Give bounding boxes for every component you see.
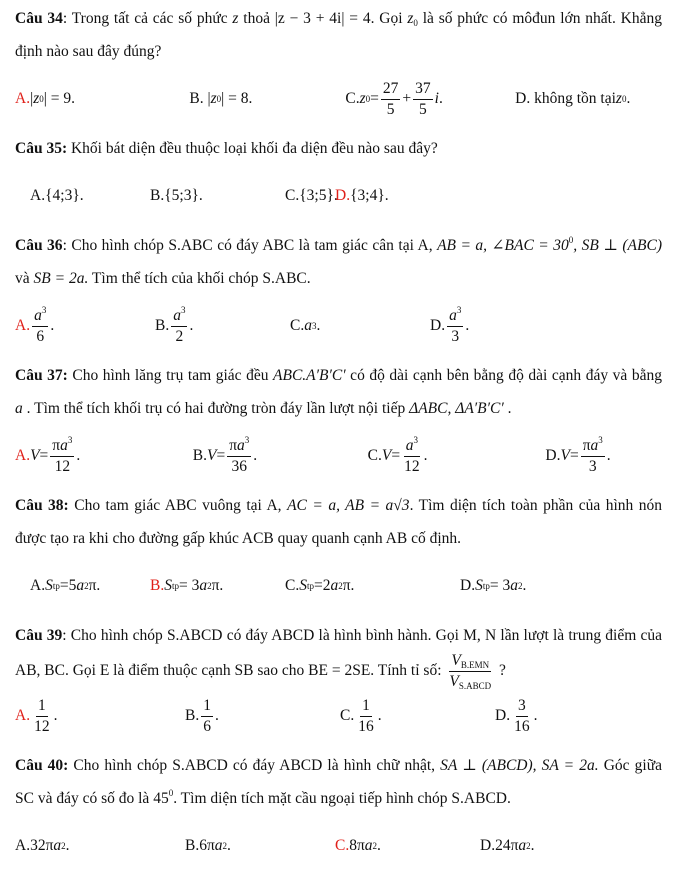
text: π. <box>88 577 101 594</box>
text: B.{5;3}. <box>150 187 203 204</box>
text: D. <box>430 317 446 334</box>
math-italic: a <box>364 837 373 854</box>
text: . <box>76 447 81 464</box>
fraction <box>171 304 187 346</box>
text: D. <box>460 577 476 594</box>
math-italic: V <box>560 447 570 464</box>
math-italic: V <box>449 672 459 690</box>
text: là số phức có môđun lớn nhất. Khẳng <box>417 10 662 27</box>
text: . Gọi <box>370 10 408 27</box>
fraction-denominator <box>173 327 185 346</box>
math-italic: a <box>199 577 208 594</box>
question-40 <box>15 749 662 871</box>
answer-option-A[interactable]: A.32π a 2 . <box>15 837 70 854</box>
answer-option-C[interactable]: C. 8π a 2 . <box>335 837 381 854</box>
fraction-denominator <box>587 457 599 476</box>
text: thoả <box>238 10 275 27</box>
question-stem-line <box>15 522 662 555</box>
answer-option-D[interactable] <box>430 304 530 346</box>
math-italic: V <box>30 447 40 464</box>
answer-option-C[interactable] <box>367 434 546 476</box>
math-italic: a <box>510 577 518 594</box>
correct-answer-letter: A. <box>15 90 31 107</box>
math-italic: ΔABC, ΔA′B′C′ <box>409 400 504 417</box>
text: A.{4;3}. <box>30 187 84 204</box>
text: 8π <box>349 837 365 854</box>
question-number: Câu 37: <box>15 367 68 384</box>
text: A.32π <box>15 837 54 854</box>
math-italic: a <box>590 436 599 454</box>
math-italic: a <box>330 577 339 594</box>
text: . <box>377 837 381 854</box>
math-italic: AC = a, AB = a√3 <box>287 497 410 514</box>
fraction <box>413 80 433 119</box>
answer-option-B[interactable] <box>192 434 368 476</box>
text: . Tìm diện tích mặt cầu ngoại tiếp hình chóp S.ABCD. <box>173 790 511 807</box>
text: : Cho hình chóp S.ABC có đáy ABC là tam giác cân tại A, <box>62 237 438 254</box>
fraction-numerator <box>413 80 433 100</box>
answer-options <box>15 301 662 351</box>
text: . <box>626 90 631 107</box>
fraction-numerator <box>581 434 605 457</box>
question-stem-line <box>15 262 662 295</box>
superscript: 3 <box>598 434 603 445</box>
text: Tìm thể tích của khối chóp S.ABC. <box>88 270 311 287</box>
text: 12 <box>404 457 420 475</box>
answer-option-D[interactable] <box>335 187 455 205</box>
math-italic: , SB ⊥ (ABC) <box>573 237 662 254</box>
answer-option-A[interactable] <box>30 187 150 205</box>
text: . <box>606 447 611 464</box>
question-number: Câu 40: <box>15 757 69 774</box>
math-italic: a <box>173 306 181 324</box>
text: . <box>423 447 428 464</box>
text: 12 <box>54 457 71 475</box>
fraction <box>402 434 422 476</box>
question-39 <box>15 619 662 741</box>
answer-option-A[interactable] <box>15 434 193 476</box>
answer-option-B[interactable]: B. S tp = 3 a 2 π. <box>150 577 224 594</box>
answer-option-B[interactable] <box>185 697 340 736</box>
fraction-numerator <box>360 697 372 717</box>
text: =2 <box>313 577 331 594</box>
text: và <box>15 270 34 287</box>
answer-option-D[interactable] <box>545 434 662 476</box>
text: B. <box>185 707 200 724</box>
fraction <box>32 697 52 736</box>
text: C. <box>285 577 300 594</box>
fraction-denominator <box>402 457 422 476</box>
answer-options <box>15 691 662 741</box>
math-italic: a <box>518 837 527 854</box>
text: C. <box>290 317 305 334</box>
text: . Tìm diện tích toàn phần của hình nón <box>409 497 662 514</box>
answer-option-B[interactable] <box>155 304 290 346</box>
fraction-denominator <box>447 672 493 691</box>
question-number: Câu 34 <box>15 10 63 27</box>
text: = 3 <box>489 577 511 594</box>
text: 6 <box>36 327 45 345</box>
question-37 <box>15 359 662 481</box>
answer-option-C[interactable]: C. S tp =2 a 2 π. <box>285 577 355 594</box>
answer-option-A[interactable] <box>15 304 155 346</box>
text: 27 <box>382 79 399 97</box>
math-italic: z <box>615 90 622 107</box>
question-stem-line <box>15 359 662 392</box>
fraction <box>447 652 493 691</box>
answer-option-D[interactable]: D.24π a 2 . <box>480 837 535 854</box>
question-35 <box>15 132 662 221</box>
text: . Tìm thể tích khối trụ có hai đường tròn đáy lần lượt nội tiếp <box>22 400 410 417</box>
math-italic: ABC.A′B′C′ <box>273 367 346 384</box>
question-stem-line <box>15 229 662 262</box>
superscript: 3 <box>41 304 47 315</box>
text: D. <box>545 447 561 464</box>
fraction-numerator <box>516 697 528 717</box>
text: | <box>30 90 34 107</box>
fraction-denominator <box>385 100 397 119</box>
math-italic: a <box>60 436 68 454</box>
text: = 3 <box>178 577 200 594</box>
text: Khối bát diện đều thuộc loại khối đa diện đều nào sau đây? <box>67 140 438 157</box>
math-italic: S <box>45 577 53 594</box>
answer-option-A[interactable]: A. S tp =5 a 2 π. <box>30 577 101 594</box>
math-italic: AB = a, ∠BAC = 30 <box>437 237 569 254</box>
text: π <box>582 436 591 454</box>
text: D.24π <box>480 837 519 854</box>
text: 5 <box>386 100 395 118</box>
answer-option-C[interactable] <box>340 697 495 736</box>
correct-answer-letter: B. <box>150 577 165 594</box>
fraction-numerator <box>201 697 213 717</box>
fraction-numerator <box>404 434 420 457</box>
answer-options <box>15 821 662 871</box>
answer-option-D[interactable]: D. S tp = 3 a 2 . <box>460 577 527 594</box>
text: 16 <box>358 717 374 735</box>
math-italic: z <box>210 90 217 107</box>
text: SC và đáy có số đo là 45 <box>15 790 169 807</box>
text: 2 <box>175 327 184 345</box>
text: = <box>370 90 379 107</box>
text: C.{3;5}. <box>285 187 338 204</box>
text: . <box>438 90 443 107</box>
text: A. <box>30 577 46 594</box>
text: B.6π <box>185 837 215 854</box>
text: : Cho hình chóp S.ABCD có đáy ABCD là hình bình hành. Gọi M, N lần lượt là trung điểm của <box>62 627 662 644</box>
superscript: 3 <box>244 434 250 445</box>
fraction <box>512 697 532 736</box>
text: C. <box>340 707 355 724</box>
correct-answer-letter: A. <box>15 707 31 724</box>
subscript: 0 <box>413 18 418 28</box>
math-italic: a <box>237 436 245 454</box>
math-italic: a <box>304 317 312 334</box>
fraction <box>381 80 401 119</box>
text: . <box>465 317 470 334</box>
question-stem-line <box>15 2 662 35</box>
superscript: 3 <box>180 304 186 315</box>
text: được tạo ra khi cho đường gấp khúc ACB quay quanh cạnh AB cố định. <box>15 530 462 547</box>
text: . <box>522 577 527 594</box>
text: 3 <box>517 696 526 714</box>
correct-answer-letter: D. <box>335 187 351 204</box>
text: 36 <box>231 457 247 475</box>
math-italic: a <box>214 837 223 854</box>
text: C. <box>367 447 382 464</box>
question-number: Câu 38: <box>15 497 69 514</box>
text: D. <box>495 707 511 724</box>
text: π <box>52 436 61 454</box>
text: . <box>316 317 321 334</box>
fraction-numerator <box>227 434 251 457</box>
question-stem-line <box>15 749 662 782</box>
text: = <box>391 447 401 464</box>
text: . <box>530 837 535 854</box>
superscript: 3 <box>413 434 418 445</box>
fraction-denominator <box>356 717 376 736</box>
subscript: B.EMN <box>460 660 490 670</box>
correct-answer-letter: C. <box>335 837 350 854</box>
fraction <box>201 697 213 736</box>
text: π <box>229 436 238 454</box>
question-stem-line <box>15 489 662 522</box>
math-italic: i <box>434 90 439 107</box>
answer-option-C[interactable]: C. z 0 = $\frac{27}{5}$ + $\frac{37}{5}$ i . <box>345 79 443 118</box>
text: B. <box>155 317 170 334</box>
math-italic: SA ⊥ (ABCD), SA = 2a. <box>440 757 599 774</box>
correct-answer-letter: A. <box>15 317 31 334</box>
superscript: 0 <box>568 235 574 245</box>
text: AB, BC. Gọi E là điểm thuộc cạnh SB sao cho BE = 2SE. Tính tỉ số: <box>15 661 446 679</box>
fraction <box>356 697 376 736</box>
fraction-numerator <box>171 304 187 327</box>
fraction-numerator <box>50 434 74 457</box>
text: có độ dài cạnh bên bằng độ dài cạnh đáy và bằng <box>345 367 662 384</box>
question-stem-line <box>15 35 662 68</box>
math-italic: z <box>359 90 366 107</box>
text: Cho hình chóp S.ABCD có đáy ABCD là hình chữ nhật, <box>68 757 441 774</box>
text: Cho tam giác ABC vuông tại A, <box>68 497 288 514</box>
answer-option-A[interactable] <box>15 697 185 736</box>
fraction-denominator <box>34 327 46 346</box>
fraction <box>50 434 74 476</box>
text: |z − 3 + 4i| = 4 <box>274 10 371 27</box>
text: C. <box>345 90 360 107</box>
fraction-numerator <box>381 80 401 100</box>
fraction-denominator <box>512 717 532 736</box>
text: 5 <box>419 100 427 118</box>
text: . <box>503 400 512 417</box>
text: . <box>253 447 258 464</box>
math-italic: a <box>449 306 457 324</box>
text: | = 8. <box>221 90 253 107</box>
math-italic: S <box>299 577 307 594</box>
text: = <box>216 447 226 464</box>
math-italic: V <box>451 652 461 669</box>
text: π. <box>211 577 224 594</box>
math-italic: a <box>53 837 62 854</box>
text: Cho hình lăng trụ tam giác đều <box>67 367 274 384</box>
math-italic: a <box>34 306 42 324</box>
math-italic: S <box>164 577 172 594</box>
math-italic: a <box>405 436 414 454</box>
math-italic: z <box>232 10 239 27</box>
text: | = 9. <box>43 90 75 107</box>
superscript: 0 <box>168 788 174 798</box>
answer-option-C[interactable] <box>285 187 338 205</box>
text: 16 <box>514 717 530 735</box>
text: . <box>533 707 538 724</box>
fraction-numerator <box>36 697 48 717</box>
text: : Trong tất cả các số phức <box>62 10 233 27</box>
text: D. không tồn tại <box>515 90 616 107</box>
question-36 <box>15 229 662 351</box>
fraction <box>227 434 251 476</box>
answer-options <box>15 561 662 611</box>
text: = <box>569 447 579 464</box>
superscript: 3 <box>67 434 73 445</box>
text: B. <box>192 447 207 464</box>
fraction-denominator <box>53 457 73 476</box>
fraction-denominator <box>230 457 250 476</box>
answer-option-A[interactable]: A. | z 0 | = 9. <box>15 90 75 107</box>
text: 1 <box>37 696 46 714</box>
fraction-denominator <box>449 327 461 346</box>
text: + <box>402 90 412 107</box>
text: . <box>214 707 219 724</box>
answer-option-B[interactable]: B.6π a 2 . <box>185 837 231 854</box>
math-italic: z <box>407 10 414 27</box>
text: 12 <box>34 717 50 735</box>
answer-option-B[interactable] <box>150 187 285 205</box>
answer-options <box>15 171 662 221</box>
text: 1 <box>203 696 211 714</box>
text: 6 <box>203 717 211 735</box>
question-34 <box>15 2 662 124</box>
math-italic: SB = 2a. <box>33 270 89 287</box>
text: {3;4}. <box>350 187 389 204</box>
answer-option-D[interactable]: D. không tồn tại z 0 . <box>515 90 631 107</box>
math-italic: z <box>33 90 40 107</box>
text: Góc giữa <box>598 757 662 774</box>
text: 3 <box>451 327 460 345</box>
question-stem-line <box>15 782 662 815</box>
fraction-numerator <box>32 304 48 327</box>
text: 37 <box>415 79 431 97</box>
text: . <box>53 707 58 724</box>
text: = <box>39 447 49 464</box>
question-stem-line <box>15 652 662 691</box>
math-italic: S <box>475 577 483 594</box>
text: . <box>377 707 382 724</box>
text: 1 <box>362 696 370 714</box>
text: . <box>227 837 231 854</box>
correct-answer-letter: A. <box>15 447 31 464</box>
question-stem-line <box>15 392 662 425</box>
question-number: Câu 39 <box>15 627 63 644</box>
question-stem-line <box>15 619 662 652</box>
question-number: Câu 36 <box>15 237 63 254</box>
question-38 <box>15 489 662 611</box>
answer-options <box>15 74 662 124</box>
fraction-denominator <box>417 100 429 119</box>
answer-options <box>15 431 662 481</box>
text: π. <box>342 577 355 594</box>
text: 3 <box>588 457 597 475</box>
text: ? <box>495 661 506 679</box>
superscript: 3 <box>456 304 462 315</box>
fraction-numerator <box>449 652 491 672</box>
fraction-numerator <box>447 304 463 327</box>
answer-option-C[interactable]: C. a 3 . <box>290 317 321 334</box>
question-stem-line <box>15 132 662 165</box>
answer-option-D[interactable] <box>495 697 615 736</box>
fraction <box>32 304 48 346</box>
math-italic: V <box>207 447 217 464</box>
answer-option-B[interactable]: B. | z 0 | = 8. <box>189 90 253 107</box>
math-italic: V <box>381 447 392 464</box>
text: =5 <box>59 577 77 594</box>
subscript: S.ABCD <box>458 680 492 691</box>
text: . <box>50 317 55 334</box>
fraction <box>581 434 605 476</box>
fraction-denominator <box>32 717 52 736</box>
text: . <box>65 837 70 854</box>
question-number: Câu 35: <box>15 140 68 157</box>
math-italic: a <box>76 577 85 594</box>
text: . <box>189 317 194 334</box>
fraction <box>447 304 463 346</box>
text: B. | <box>189 90 211 107</box>
math-italic: a <box>15 400 23 417</box>
text: định nào sau đây đúng? <box>15 43 162 60</box>
fraction-denominator <box>201 717 213 736</box>
